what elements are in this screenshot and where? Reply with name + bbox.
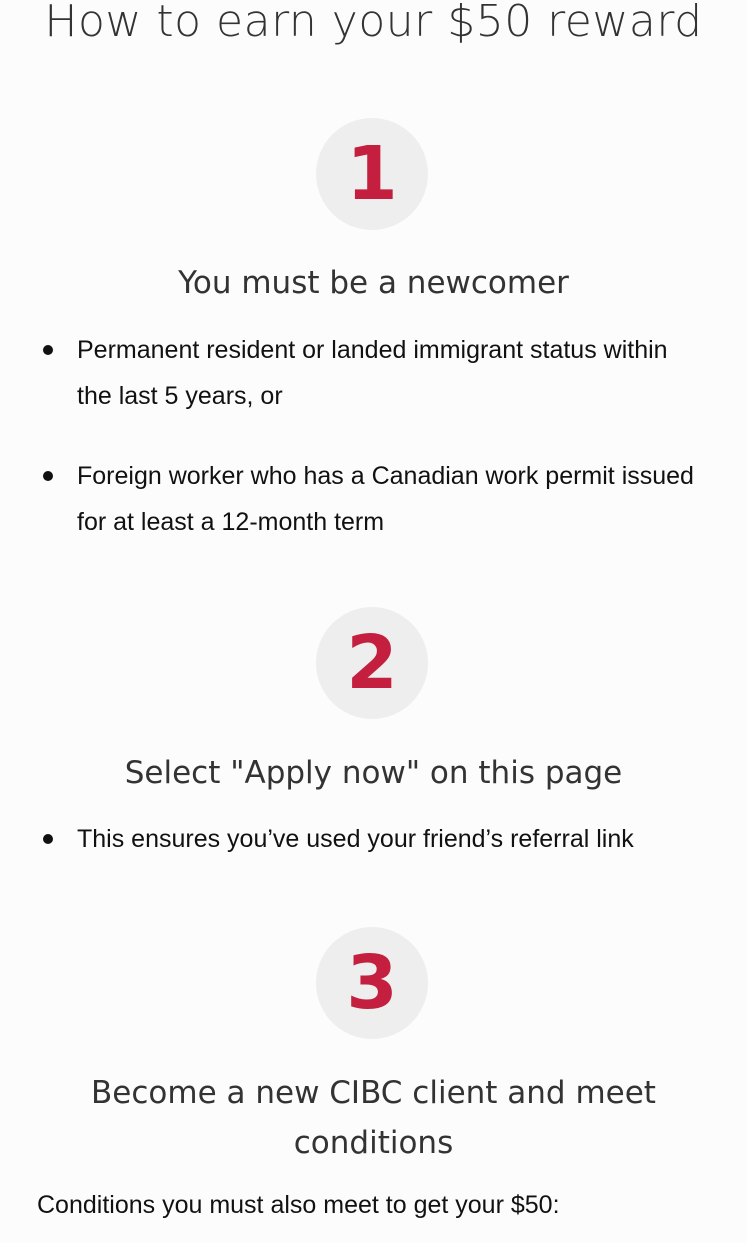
page-title: How to earn your $50 reward xyxy=(44,0,703,47)
bullet-text: This ensures you’ve used your friend’s referral link xyxy=(77,825,634,853)
step-2-heading: Select "Apply now" on this page xyxy=(124,755,623,791)
step-2-bullet-list xyxy=(0,816,747,862)
step-1-heading: You must be a newcomer xyxy=(178,265,569,301)
bullet-text: Permanent resident or landed immigrant status within the last 5 years, or xyxy=(77,336,668,410)
bullet-icon xyxy=(43,834,53,844)
conditions-intro: Conditions you must also meet to get your $50: xyxy=(37,1191,560,1219)
bullet-text: Foreign worker who has a Canadian work permit issued for at least a 12-month term xyxy=(77,462,694,536)
list-item xyxy=(0,327,747,419)
step-3-heading: Become a new CIBC client and meet conditions xyxy=(91,1075,656,1161)
step-2-badge: 2 xyxy=(316,607,428,719)
list-item xyxy=(0,816,747,862)
bullet-icon xyxy=(43,345,53,355)
bullet-icon xyxy=(43,471,53,481)
step-1-bullet-list xyxy=(0,327,747,545)
step-1-badge: 1 xyxy=(316,118,428,230)
step-3-badge: 3 xyxy=(316,927,428,1039)
list-item xyxy=(0,453,747,545)
